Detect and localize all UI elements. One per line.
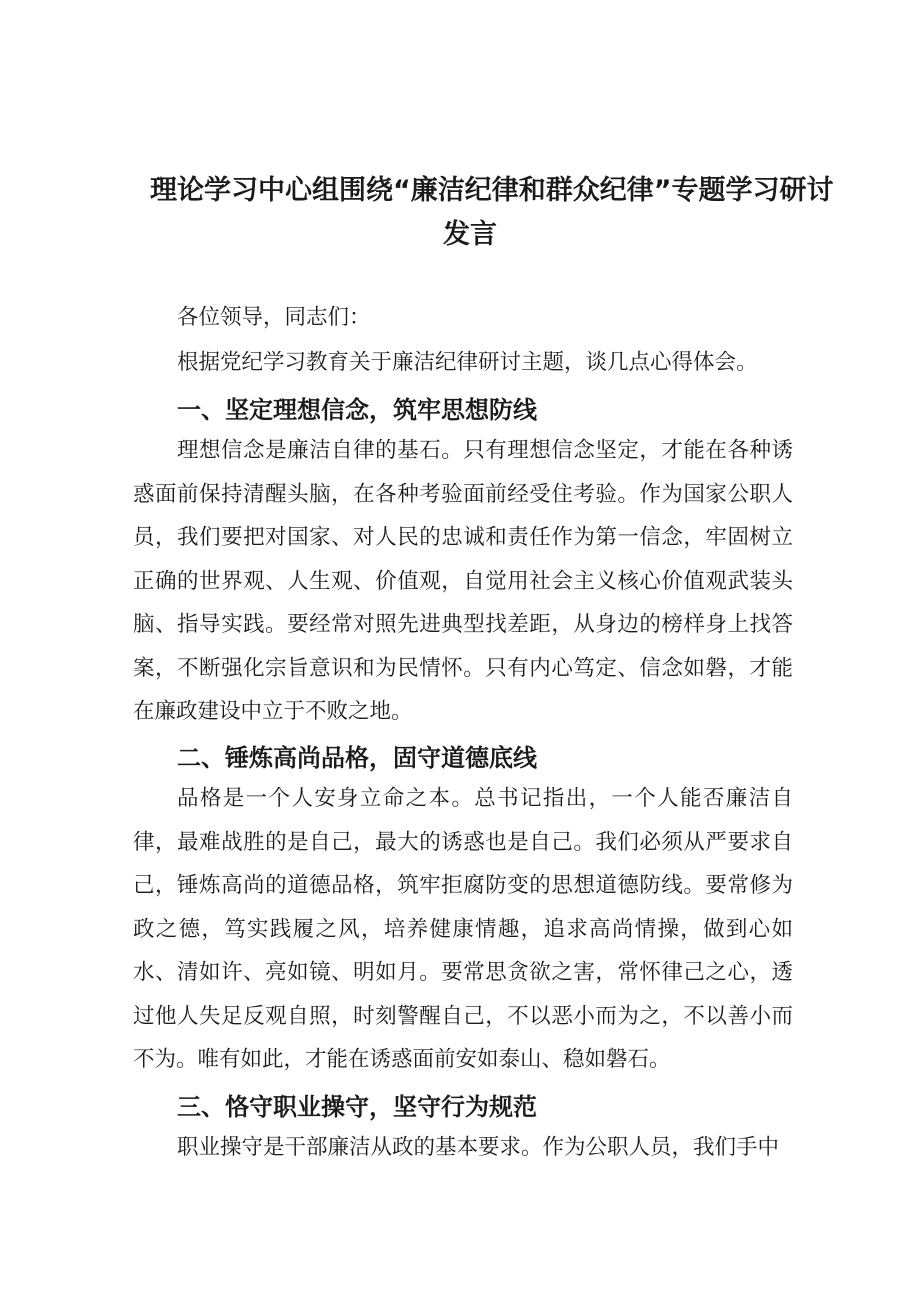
section-2-paragraph: 品格是一个人安身立命之本。总书记指出，一个人能否廉洁自律，最难战胜的是自己，最大的诱惑也是自己。我们必须从严要求自己，锤炼高尚的道德品格，筑牢拒腐防变的思想道德防线。要常修为政之德，笃实践履之风，培养健康情趣，追求高尚情操，做到心如水、清如许、亮如镜、明如月。要常思贪欲之害，常怀律己之心，透过他人失足反观自照，时刻警醒自己，不以恶小而为之，不以善小而不为。唯有如此，才能在诱惑面前安如泰山、稳如磐石。 bbox=[133, 786, 793, 1072]
salutation: 各位领导，同志们： bbox=[177, 305, 371, 330]
document-title-line-1: 理论学习中心组围绕“廉洁纪律和群众纪律”专题学习研讨 bbox=[150, 175, 834, 206]
intro-paragraph: 根据党纪学习教育关于廉洁纪律研讨主题，谈几点心得体会。 bbox=[177, 350, 758, 375]
section-2-heading: 二、锤炼高尚品格，固守道德底线 bbox=[177, 744, 537, 772]
section-3-heading: 三、恪守职业操守，坚守行为规范 bbox=[177, 1093, 537, 1121]
section-3-paragraph: 职业操守是干部廉洁从政的基本要求。作为公职人员，我们手中 bbox=[177, 1135, 780, 1160]
document-title-line-2: 发言 bbox=[443, 219, 497, 250]
section-1-heading: 一、坚定理想信念，筑牢思想防线 bbox=[177, 396, 537, 424]
section-1-paragraph: 理想信念是廉洁自律的基石。只有理想信念坚定，才能在各种诱惑面前保持清醒头脑，在各种考验面前经受住考验。作为国家公职人员，我们要把对国家、对人民的忠诚和责任作为第一信念，牢固树立正确的世界观、人生观、价值观，自觉用社会主义核心价值观武装头脑、指导实践。要经常对照先进典型找差距，从身边的榜样身上找答案，不断强化宗旨意识和为民情怀。只有内心笃定、信念如磐，才能在廉政建设中立于不败之地。 bbox=[133, 438, 793, 724]
